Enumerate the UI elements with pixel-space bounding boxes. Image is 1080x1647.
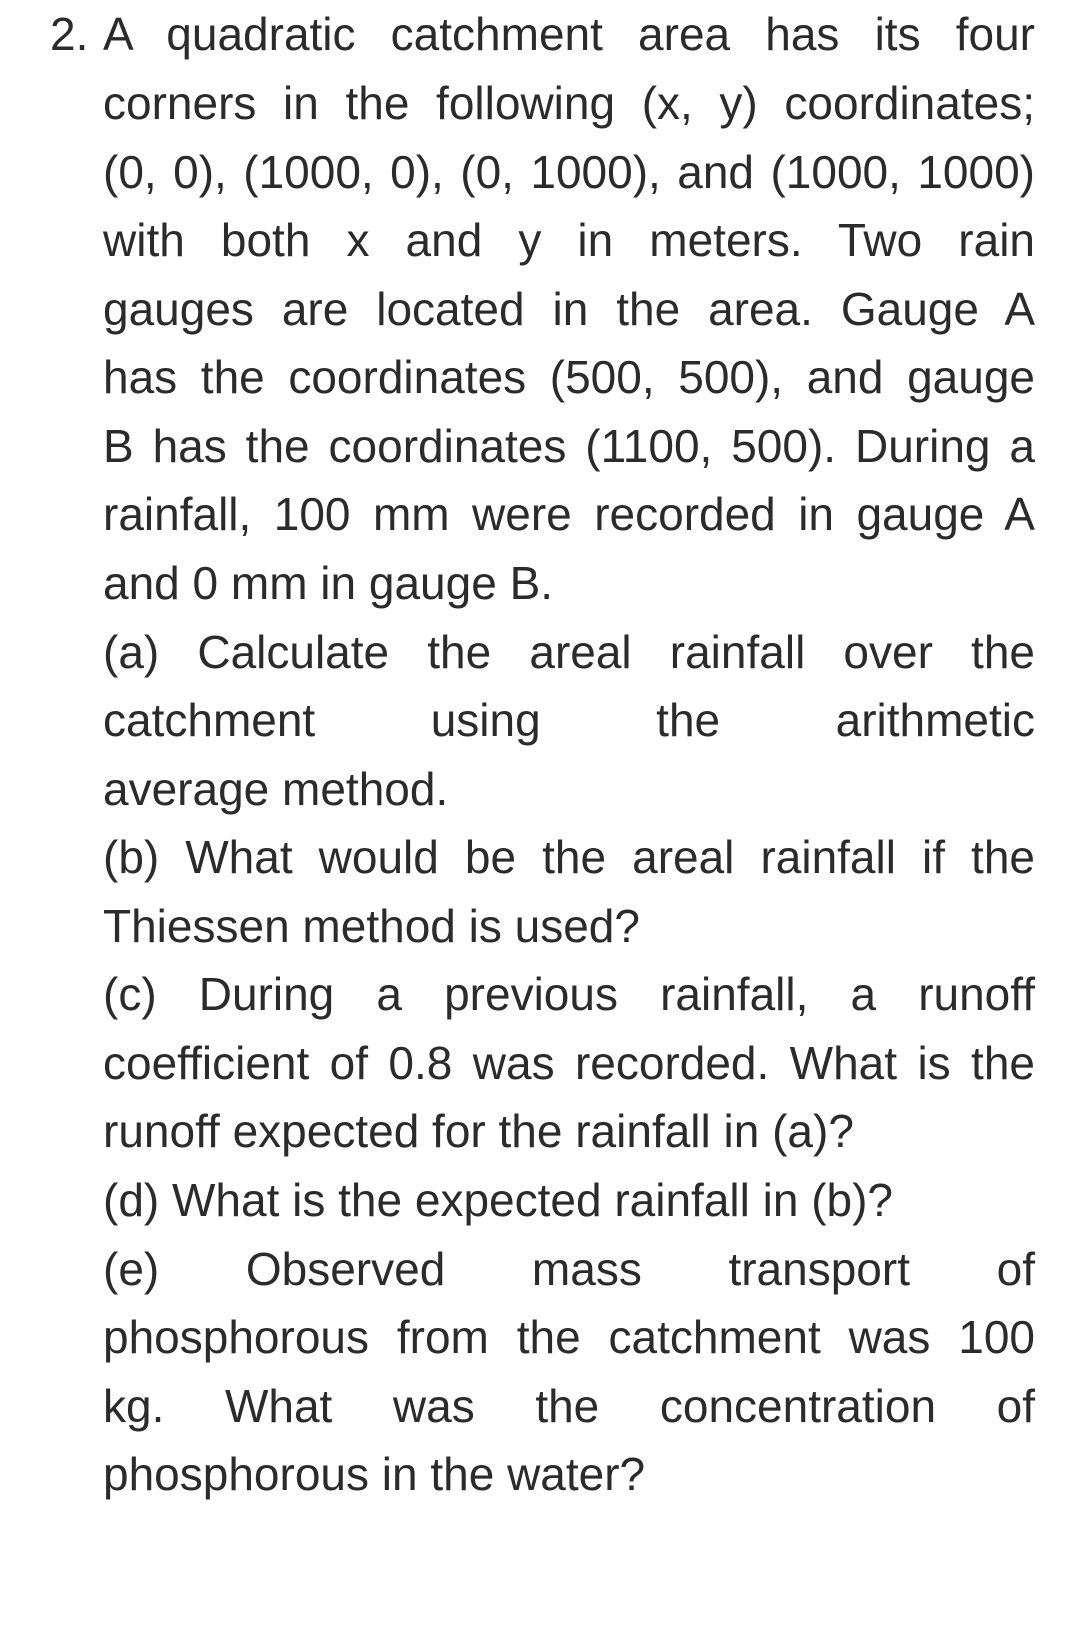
part-c-line-2: coefficient of 0.8 was recorded. What is the xyxy=(103,1037,1035,1089)
part-b-line-2: Thiessen method is used? xyxy=(103,900,640,952)
part-c-line-3: runoff expected for the rainfall in (a)? xyxy=(103,1105,854,1157)
intro-line-9: and 0 mm in gauge B. xyxy=(103,557,554,609)
intro-line-5: gauges are located in the area. Gauge A xyxy=(103,283,1035,335)
intro-line-3: (0, 0), (1000, 0), (0, 1000), and (1000, 1000) xyxy=(103,146,1035,198)
question-number: 2. xyxy=(50,8,89,60)
part-e-line-4: phosphorous in the water? xyxy=(103,1448,646,1500)
part-a-line-1: (a) Calculate the areal rainfall over the xyxy=(103,626,1035,678)
part-a-line-2: catchment using the arithmetic xyxy=(103,694,1035,746)
part-c-line-1: (c) During a previous rainfall, a runoff xyxy=(103,968,1035,1020)
part-b-line-1: (b) What would be the areal rainfall if the xyxy=(103,831,1035,883)
intro-line-7: B has the coordinates (1100, 500). During a xyxy=(103,420,1035,472)
part-e-line-1: (e) Observed mass transport of xyxy=(103,1243,1035,1295)
part-a-line-3: average method. xyxy=(103,763,449,815)
part-d-line-1: (d) What is the expected rainfall in (b)? xyxy=(103,1174,894,1226)
part-e-line-2: phosphorous from the catchment was 100 xyxy=(103,1311,1035,1363)
intro-line-6: has the coordinates (500, 500), and gauge xyxy=(103,351,1035,403)
intro-line-8: rainfall, 100 mm were recorded in gauge A xyxy=(103,488,1035,540)
intro-line-4: with both x and y in meters. Two rain xyxy=(103,214,1035,266)
part-e-line-3: kg. What was the concentration of xyxy=(103,1380,1035,1432)
intro-line-2: corners in the following (x, y) coordinates; xyxy=(103,77,1035,129)
intro-line-1: A quadratic catchment area has its four xyxy=(103,8,1035,60)
